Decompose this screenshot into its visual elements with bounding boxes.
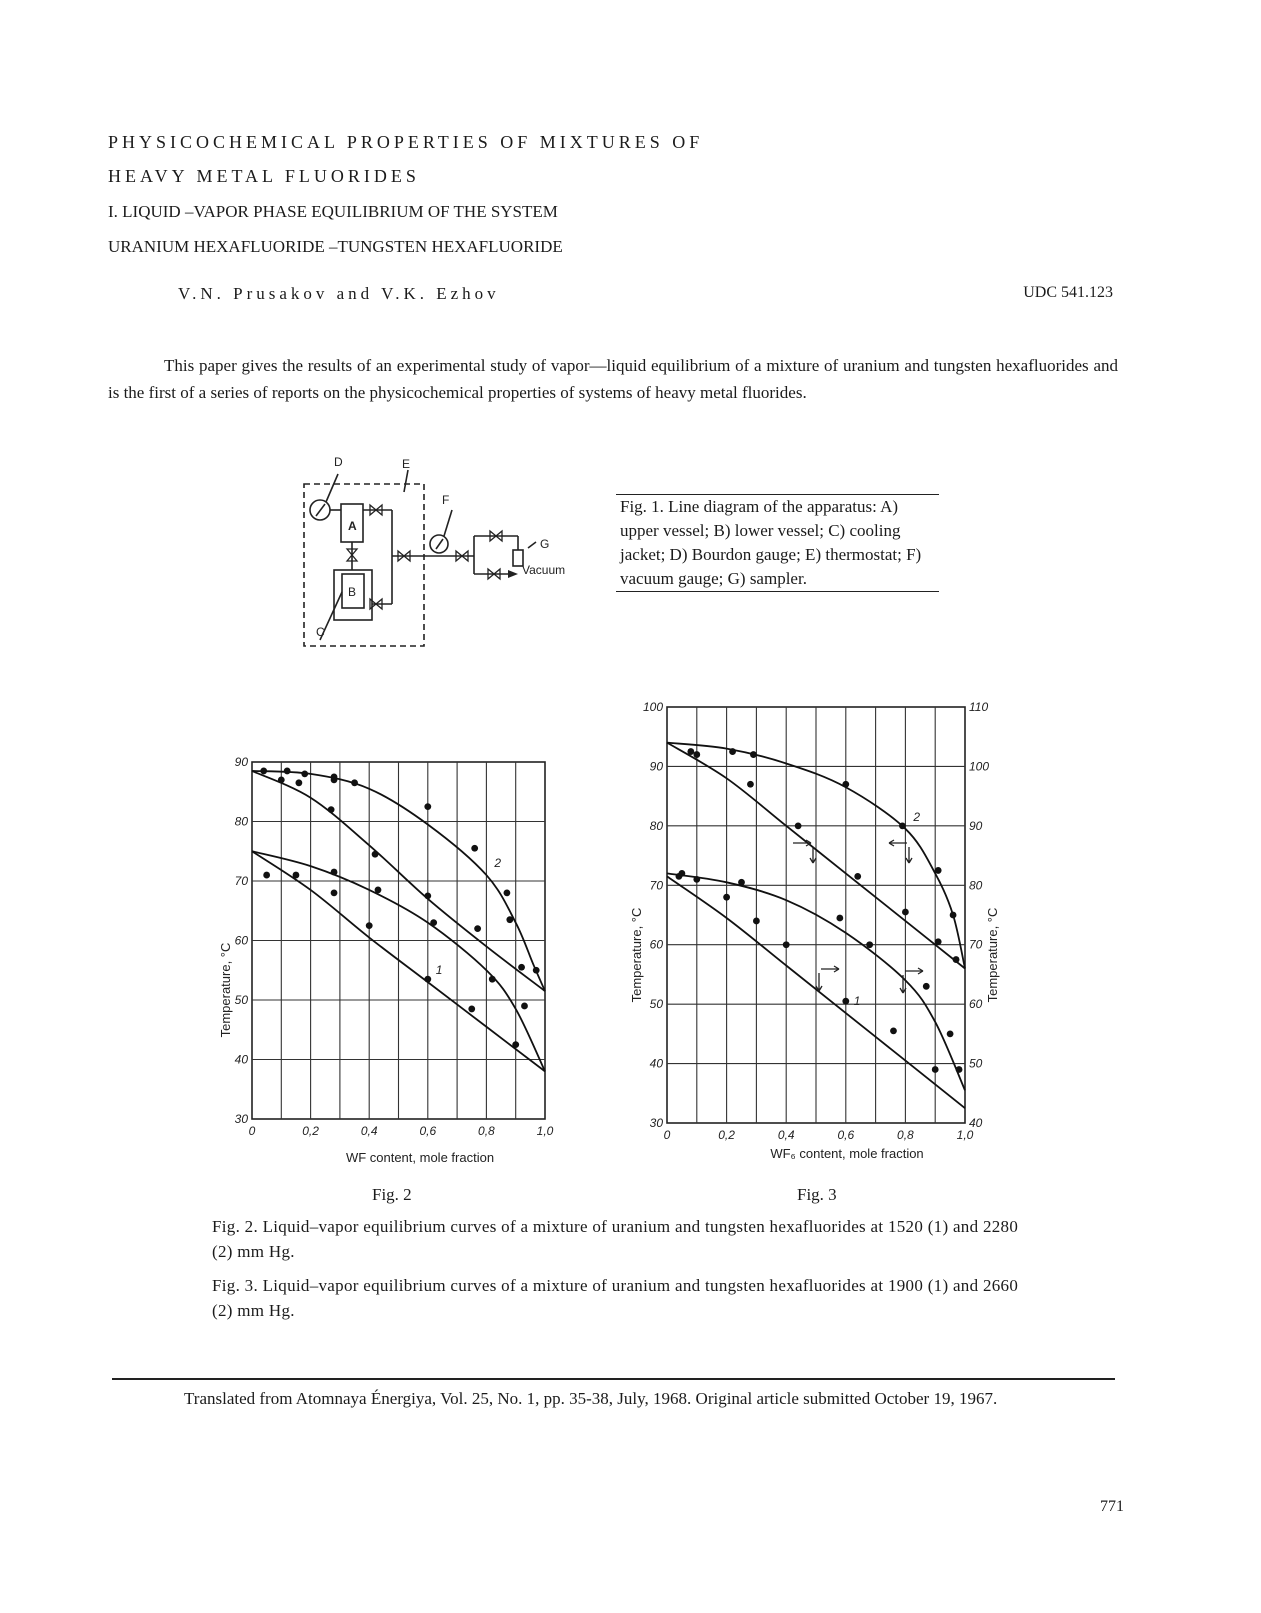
y-tick-label-right: 80 — [969, 878, 983, 893]
data-point — [783, 941, 790, 948]
paper-subtitle-line2: URANIUM HEXAFLUORIDE –TUNGSTEN HEXAFLUORIDE — [108, 237, 563, 256]
x-tick-label: 0,8 — [478, 1124, 495, 1138]
data-point — [331, 773, 338, 780]
y-tick-label: 30 — [234, 1112, 248, 1126]
figure1-caption: Fig. 1. Line diagram of the apparatus: A) upper vessel; B) lower vessel; C) cooling jacket; D) Bourdon gauge; E) thermostat; F) vacuum gauge; G) sampler. — [616, 494, 939, 592]
data-point — [890, 1027, 897, 1034]
data-point — [723, 894, 730, 901]
label-g: G — [540, 537, 550, 551]
data-point — [842, 998, 849, 1005]
data-point — [836, 915, 843, 922]
data-point — [351, 779, 358, 786]
label-d: D — [334, 455, 343, 469]
x-tick-label: 0,6 — [837, 1128, 855, 1142]
label-a: A — [348, 519, 357, 533]
y-tick-label: 70 — [649, 878, 663, 893]
y-tick-label: 70 — [234, 874, 248, 888]
x-tick-label: 0,8 — [897, 1128, 914, 1142]
ticks — [235, 755, 554, 1138]
footnote: Translated from Atomnaya Énergiya, Vol. 25, No. 1, pp. 35-38, July, 1968. Original article submitted October 19, 1967. — [184, 1389, 998, 1408]
abstract: This paper gives the results of an experimental study of vapor—liquid equilibrium of a mixture of uranium and tungsten hexafluorides and is the first of a series of reports on the physicochemical properties of systems of heavy metal fluorides. — [108, 356, 1118, 402]
data-point — [424, 803, 431, 810]
y-tick-label: 40 — [234, 1052, 248, 1067]
x-tick-label: 1,0 — [536, 1124, 554, 1138]
data-point — [932, 1066, 939, 1073]
y-axis-label-right: Temperature, °C — [985, 907, 1000, 1003]
data-point — [424, 892, 431, 899]
y-tick-label-right: 90 — [969, 818, 983, 833]
series-labels — [854, 810, 921, 1008]
data-point — [866, 941, 873, 948]
figure2-chart — [210, 750, 554, 1180]
y-tick-label-right: 40 — [969, 1116, 983, 1130]
figure3-chart — [625, 695, 1000, 1175]
data-point — [935, 938, 942, 945]
y-tick-label-right: 100 — [969, 759, 990, 774]
data-point — [750, 751, 757, 758]
data-point — [375, 887, 382, 894]
label-b: B — [348, 585, 357, 599]
y-tick-label-right: 50 — [969, 1056, 983, 1071]
paper-subtitle-line1: I. LIQUID –VAPOR PHASE EQUILIBRIUM OF THE SYSTEM — [108, 202, 558, 221]
data-point — [328, 806, 335, 813]
paper-title-line1: PHYSICOCHEMICAL PROPERTIES OF MIXTURES OF — [108, 132, 704, 152]
series-label: 2 — [913, 809, 921, 824]
data-point — [468, 1006, 475, 1013]
data-point — [489, 976, 496, 983]
y-tick-label: 60 — [649, 937, 663, 952]
x-tick-label: 0 — [248, 1124, 256, 1138]
data-point — [738, 879, 745, 886]
data-point — [293, 872, 300, 879]
data-point — [947, 1030, 954, 1037]
figure3-caption: Fig. 3. Liquid–vapor equilibrium curves of a mixture of uranium and tungsten hexafluorides at 1900 (1) and 2660 (2) mm Hg. — [212, 1276, 1019, 1320]
data-point — [295, 779, 302, 786]
data-point — [687, 748, 694, 755]
data-point — [729, 748, 736, 755]
x-tick-label: 0,6 — [419, 1124, 437, 1138]
figure2-caption: Fig. 2. Liquid–vapor equilibrium curves of a mixture of uranium and tungsten hexafluorides at 1520 (1) and 2280 (2) mm Hg. — [212, 1217, 1019, 1261]
x-tick-label: 0,2 — [718, 1128, 735, 1142]
label-f: F — [442, 493, 450, 507]
points — [260, 768, 539, 1049]
data-point — [331, 890, 338, 897]
data-point — [693, 876, 700, 883]
data-point — [795, 822, 802, 829]
data-point — [854, 873, 861, 880]
data-point — [331, 869, 338, 876]
y-tick-label-right: 60 — [969, 997, 983, 1012]
y-tick-label: 40 — [649, 1056, 663, 1071]
y-tick-label: 50 — [234, 993, 248, 1007]
data-point — [506, 916, 513, 923]
data-point — [424, 976, 431, 983]
data-point — [923, 983, 930, 990]
grid — [252, 762, 545, 1119]
data-point — [278, 776, 285, 783]
figure3-label: Fig. 3 — [797, 1185, 837, 1204]
y-tick-label: 100 — [642, 700, 663, 714]
data-point — [693, 751, 700, 758]
data-point — [753, 918, 760, 925]
x-tick-label: 0,4 — [777, 1128, 795, 1142]
data-point — [301, 771, 308, 778]
data-point — [260, 768, 267, 775]
data-point — [430, 919, 437, 926]
data-point — [899, 822, 906, 829]
y-tick-label: 50 — [649, 997, 663, 1012]
y-tick-label: 80 — [649, 818, 663, 833]
y-tick-label: 90 — [649, 759, 663, 774]
label-vacuum: Vacuum — [522, 563, 566, 577]
data-point — [518, 964, 525, 971]
y-tick-label: 30 — [649, 1116, 663, 1130]
udc-code: UDC 541.123 — [1023, 284, 1113, 301]
data-point — [366, 922, 373, 929]
footnote-rule — [112, 1378, 1115, 1380]
data-point — [284, 768, 291, 775]
data-point — [935, 867, 942, 874]
x-axis-label: WF₆ content, mole fraction — [770, 1146, 924, 1161]
data-point — [842, 781, 849, 788]
authors: V.N. Prusakov and V.K. Ezhov — [178, 284, 500, 303]
y-tick-label-right: 110 — [969, 700, 989, 714]
page-number: 771 — [1100, 1498, 1124, 1515]
data-point — [512, 1041, 519, 1048]
x-axis-label: WF content, mole fraction — [345, 1150, 495, 1165]
x-tick-label: 0 — [663, 1128, 671, 1142]
data-point — [902, 909, 909, 916]
y-tick-label: 90 — [234, 755, 248, 769]
data-point — [956, 1066, 963, 1073]
data-point — [679, 870, 686, 877]
data-point — [521, 1003, 528, 1010]
data-point — [950, 912, 957, 919]
data-point — [263, 872, 270, 879]
data-point — [504, 890, 511, 897]
y-tick-label-right: 70 — [969, 937, 983, 952]
arrows — [793, 840, 923, 993]
series-label: 1 — [853, 994, 861, 1009]
data-point — [474, 925, 481, 932]
x-tick-label: 0,2 — [302, 1124, 319, 1138]
x-tick-label: 1,0 — [956, 1128, 974, 1142]
points — [676, 748, 963, 1073]
data-point — [533, 967, 540, 974]
data-point — [747, 781, 754, 788]
label-c: C — [316, 625, 325, 639]
label-e: E — [402, 457, 411, 471]
y-axis-label: Temperature, °C — [629, 907, 644, 1003]
data-point — [471, 845, 478, 852]
series-labels — [436, 856, 502, 977]
figure2-label: Fig. 2 — [372, 1185, 412, 1204]
series-label: 2 — [494, 856, 502, 871]
y-axis-label: Temperature, °C — [218, 942, 233, 1038]
y-tick-label: 60 — [234, 933, 248, 948]
data-point — [953, 956, 960, 963]
apparatus-diagram — [296, 452, 596, 657]
data-point — [372, 851, 379, 858]
x-tick-label: 0,4 — [360, 1124, 378, 1138]
paper-title-line2: HEAVY METAL FLUORIDES — [108, 166, 420, 186]
y-tick-label: 80 — [234, 814, 248, 829]
series-label: 1 — [435, 963, 443, 978]
